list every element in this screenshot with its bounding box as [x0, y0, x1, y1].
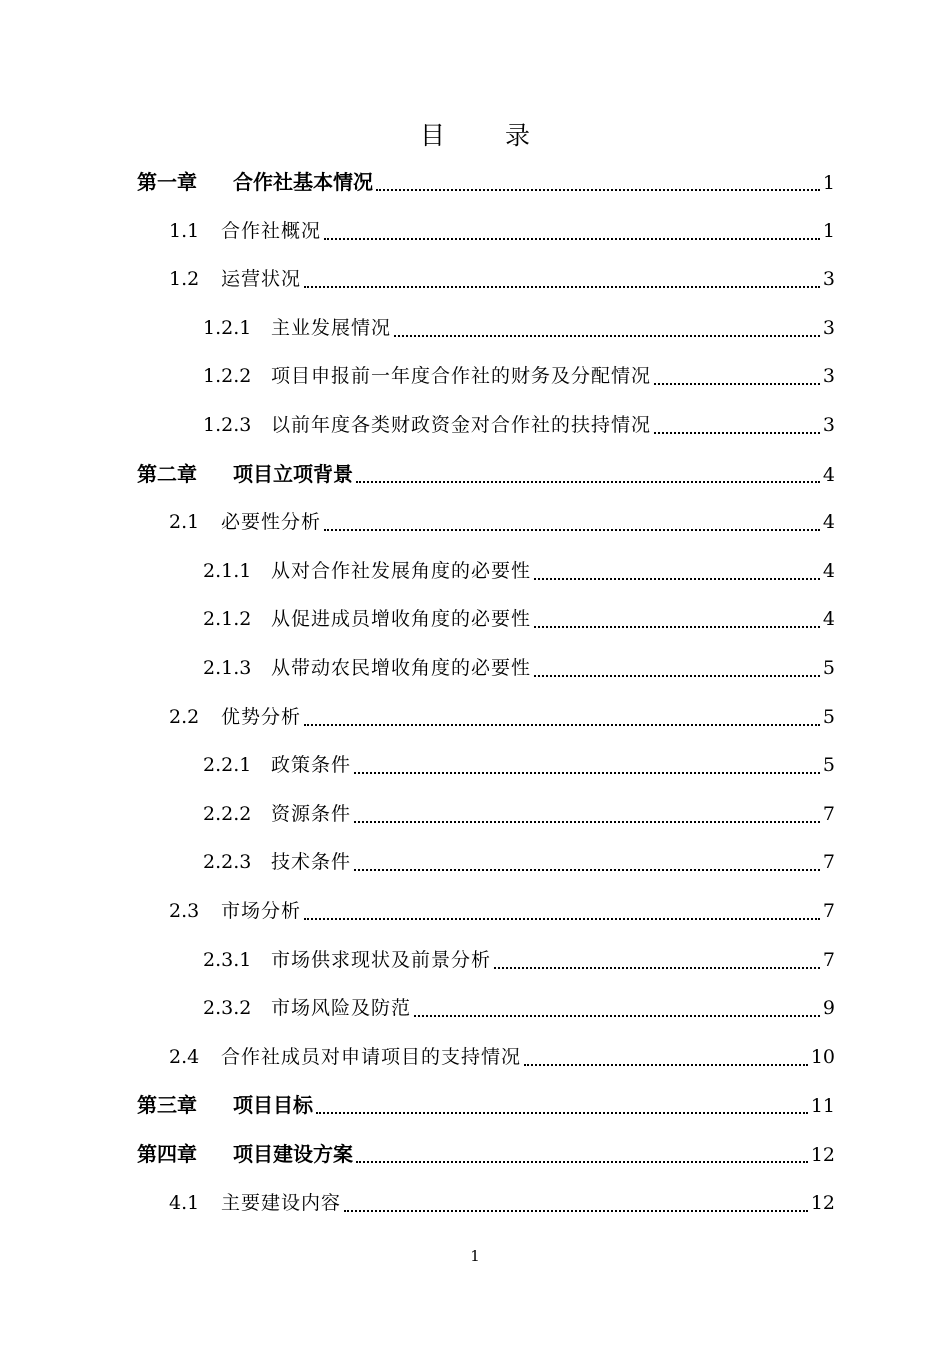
toc-dot-leader	[316, 1112, 808, 1114]
toc-dot-leader	[354, 821, 820, 823]
toc-entry-label: 以前年度各类财政资金对合作社的扶持情况	[271, 414, 652, 436]
toc-entry-page: 3	[822, 365, 835, 387]
toc-entry-page: 4	[822, 464, 835, 486]
toc-dot-leader	[356, 481, 820, 483]
toc-entry-page: 3	[822, 317, 835, 339]
toc-entry-number: 2.3	[169, 900, 200, 922]
toc-entry[interactable]	[203, 745, 835, 785]
toc-entry-label: 运营状况	[221, 268, 302, 290]
toc-entry[interactable]	[137, 454, 835, 494]
toc-entry-label: 主要建设内容	[221, 1192, 342, 1214]
toc-entry-page: 7	[822, 851, 835, 873]
toc-entry-number: 第四章	[137, 1142, 197, 1166]
toc-entry-label: 技术条件	[271, 851, 352, 873]
toc-dot-leader	[304, 286, 820, 288]
toc-entry[interactable]	[169, 1037, 835, 1077]
toc-dot-leader	[414, 1015, 820, 1017]
toc-entry-page: 4	[822, 608, 835, 630]
footer-page-number: 1	[470, 1247, 480, 1265]
toc-entry-label: 从对合作社发展角度的必要性	[271, 560, 532, 582]
toc-dot-leader	[524, 1064, 808, 1066]
toc-entry-number: 1.2.3	[203, 414, 252, 436]
toc-entry[interactable]	[203, 940, 835, 980]
page-title: 目 录	[420, 121, 556, 150]
toc-dot-leader	[324, 238, 820, 240]
toc-entry-label: 项目立项背景	[233, 462, 353, 486]
toc-entry-page: 7	[822, 900, 835, 922]
toc-dot-leader	[654, 383, 820, 385]
toc-entry[interactable]	[169, 697, 835, 737]
toc-entry[interactable]	[169, 1183, 835, 1223]
toc-dot-leader	[534, 626, 820, 628]
toc-entry-label: 从促进成员增收角度的必要性	[271, 608, 532, 630]
toc-entry-page: 11	[810, 1095, 835, 1117]
toc-entry-number: 2.2.1	[203, 754, 252, 776]
toc-entry-label: 必要性分析	[221, 511, 322, 533]
toc-entry-page: 5	[822, 754, 835, 776]
toc-entry-page: 9	[822, 997, 835, 1019]
toc-entry[interactable]	[203, 308, 835, 348]
toc-dot-leader	[354, 869, 820, 871]
toc-entry-page: 7	[822, 803, 835, 825]
toc-entry-page: 10	[810, 1046, 835, 1068]
toc-entry[interactable]	[203, 356, 835, 396]
toc-entry[interactable]	[203, 551, 835, 591]
toc-entry-label: 主业发展情况	[271, 317, 392, 339]
toc-entry[interactable]	[169, 891, 835, 931]
toc-entry-number: 2.1.1	[203, 560, 252, 582]
toc-entry-page: 1	[822, 220, 835, 242]
toc-dot-leader	[534, 675, 820, 677]
toc-dot-leader	[394, 335, 820, 337]
toc-entry-number: 第二章	[137, 462, 197, 486]
toc-entry-label: 合作社基本情况	[233, 170, 373, 194]
toc-entry-label: 合作社成员对申请项目的支持情况	[221, 1046, 522, 1068]
toc-entry-number: 2.1	[169, 511, 200, 533]
toc-entry-page: 5	[822, 706, 835, 728]
toc-entry-label: 市场供求现状及前景分析	[271, 949, 492, 971]
toc-entry-number: 2.1.2	[203, 608, 252, 630]
toc-dot-leader	[534, 578, 820, 580]
toc-entry[interactable]	[203, 405, 835, 445]
toc-entry-number: 4.1	[169, 1192, 200, 1214]
toc-entry[interactable]	[169, 259, 835, 299]
toc-entry-page: 4	[822, 511, 835, 533]
toc-entry[interactable]	[169, 502, 835, 542]
toc-entry-label: 项目目标	[233, 1093, 313, 1117]
toc-entry-number: 1.2.2	[203, 365, 252, 387]
toc-entry-page: 12	[810, 1144, 835, 1166]
toc-dot-leader	[654, 432, 820, 434]
toc-entry[interactable]	[137, 1085, 835, 1125]
toc-dot-leader	[344, 1210, 808, 1212]
toc-entry-number: 2.4	[169, 1046, 200, 1068]
toc-dot-leader	[354, 772, 820, 774]
toc-entry-number: 2.2	[169, 706, 200, 728]
toc-entry-number: 第三章	[137, 1093, 197, 1117]
toc-entry[interactable]	[203, 988, 835, 1028]
toc-entry-label: 优势分析	[221, 706, 302, 728]
toc-entry-label: 合作社概况	[221, 220, 322, 242]
toc-entry[interactable]	[203, 599, 835, 639]
toc-entry-number: 2.3.1	[203, 949, 252, 971]
toc-entry-label: 政策条件	[271, 754, 352, 776]
toc-entry-page: 5	[822, 657, 835, 679]
toc-entry-number: 2.2.3	[203, 851, 252, 873]
toc-entry-label: 资源条件	[271, 803, 352, 825]
toc-entry-number: 2.2.2	[203, 803, 252, 825]
toc-dot-leader	[494, 967, 820, 969]
toc-entry[interactable]	[203, 794, 835, 834]
toc-entry-number: 2.3.2	[203, 997, 252, 1019]
toc-entry-page: 1	[822, 172, 835, 194]
toc-entry[interactable]	[169, 211, 835, 251]
toc-entry-number: 1.1	[169, 220, 200, 242]
toc-entry-page: 3	[822, 268, 835, 290]
toc-entry-label: 市场风险及防范	[271, 997, 412, 1019]
toc-entry-label: 从带动农民增收角度的必要性	[271, 657, 532, 679]
toc-entry[interactable]	[203, 648, 835, 688]
toc-entry-label: 项目建设方案	[233, 1142, 353, 1166]
toc-entry-page: 7	[822, 949, 835, 971]
toc-entry-page: 3	[822, 414, 835, 436]
toc-entry-label: 市场分析	[221, 900, 302, 922]
toc-entry-number: 1.2.1	[203, 317, 252, 339]
toc-entry-label: 项目申报前一年度合作社的财务及分配情况	[271, 365, 652, 387]
toc-entry-page: 12	[810, 1192, 835, 1214]
toc-entry-number: 第一章	[137, 170, 197, 194]
toc-dot-leader	[324, 529, 820, 531]
toc-dot-leader	[376, 189, 820, 191]
toc-entry-page: 4	[822, 560, 835, 582]
toc-dot-leader	[304, 918, 820, 920]
toc-entry-number: 1.2	[169, 268, 200, 290]
toc-entry[interactable]	[137, 162, 835, 202]
toc-dot-leader	[356, 1161, 808, 1163]
toc-entry[interactable]	[203, 842, 835, 882]
toc-dot-leader	[304, 724, 820, 726]
toc-entry[interactable]	[137, 1134, 835, 1174]
toc-entry-number: 2.1.3	[203, 657, 252, 679]
